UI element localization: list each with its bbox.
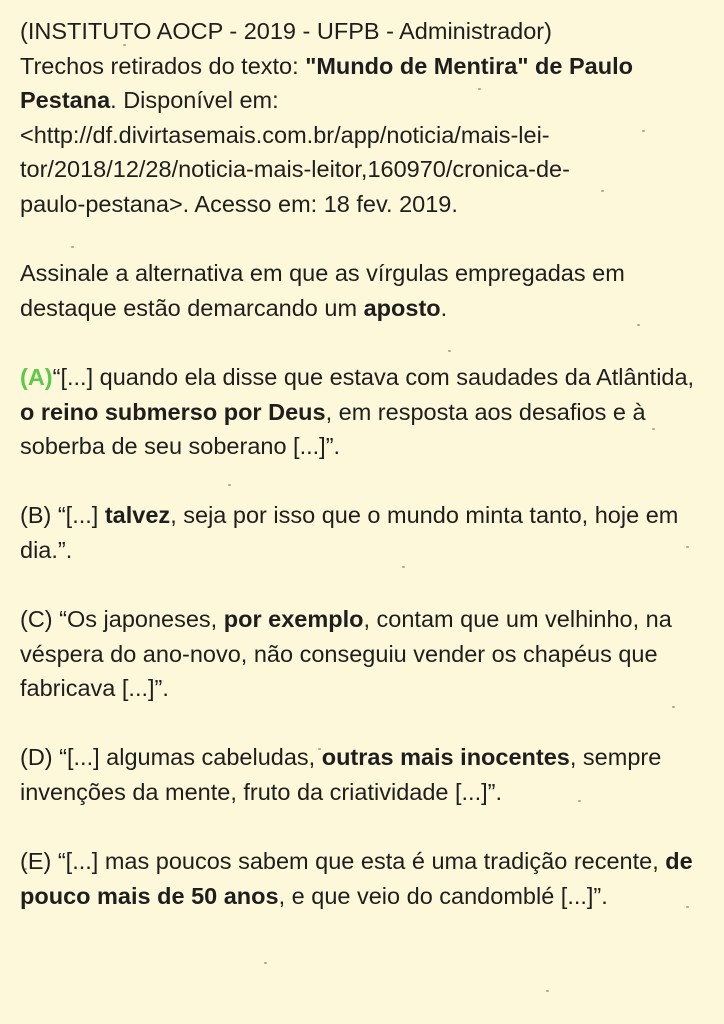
option-d[interactable] — [20, 740, 700, 809]
source-url-line-3: paulo-pestana>. Acesso em: 18 fev. 2019. — [20, 190, 458, 217]
option-highlight: por exemplo — [223, 606, 364, 633]
option-text: “[...] mas poucos sabem que esta é uma tradição recente, — [57, 848, 666, 875]
option-text: “[...] algumas cabeludas, — [59, 744, 322, 771]
text-title: "Mundo de Mentira" de Paulo Pestana — [20, 52, 633, 114]
option-letter: (E) — [20, 848, 58, 875]
option-text: , seja por isso que o mundo minta tanto, hoje em dia.”. — [20, 502, 679, 563]
option-b[interactable] — [20, 498, 700, 567]
option-text: “Os japoneses, — [59, 606, 224, 633]
option-letter-correct: (A) — [20, 363, 53, 390]
option-text: “[...] — [57, 502, 105, 529]
exam-source: (INSTITUTO AOCP - 2019 - UFPB - Administrador) — [20, 18, 552, 44]
paper-speck — [264, 962, 267, 964]
statement-keyword: aposto — [363, 294, 441, 321]
option-a[interactable] — [20, 360, 700, 464]
option-highlight: talvez — [104, 502, 171, 529]
option-c[interactable] — [20, 602, 700, 706]
source-url-line-2: tor/2018/12/28/noticia-mais-leitor,160970/cronica-de- — [20, 156, 570, 183]
option-highlight: de pouco mais de 50 anos — [20, 848, 693, 909]
option-highlight: o reino submerso por Deus — [20, 398, 326, 425]
source-url-line-1: <http://df.divirtasemais.com.br/app/noticia/mais-lei- — [20, 121, 550, 148]
option-text: , sempre invenções da mente, fruto da criatividade [...]”. — [20, 744, 662, 806]
paper-speck — [546, 990, 549, 992]
option-text: , contam que um velhinho, na véspera do ano-novo, não conseguiu vender os chapéus que fabricava [...]”. — [20, 606, 672, 702]
option-text: , e que veio do candomblé [...]”. — [278, 882, 608, 909]
option-text: , em resposta aos desafios e à soberba de seu soberano [...]”. — [20, 398, 646, 460]
statement-end: . — [440, 294, 448, 321]
option-letter: (D) — [20, 744, 60, 771]
intro-text: Trechos retirados do texto: — [20, 52, 306, 79]
statement-text: Assinale a alternativa em que as vírgulas empregadas em destaque estão demarcando um — [20, 260, 625, 321]
option-letter: (B) — [20, 502, 58, 529]
question-page — [20, 14, 700, 913]
question-statement — [20, 256, 700, 325]
question-header — [20, 14, 700, 222]
available-text: . Disponível em: — [110, 87, 279, 114]
option-letter: (C) — [20, 606, 60, 633]
option-text: “[...] quando ela disse que estava com saudades da Atlântida, — [52, 363, 695, 390]
option-e[interactable] — [20, 844, 700, 913]
option-highlight: outras mais inocentes — [321, 744, 570, 771]
